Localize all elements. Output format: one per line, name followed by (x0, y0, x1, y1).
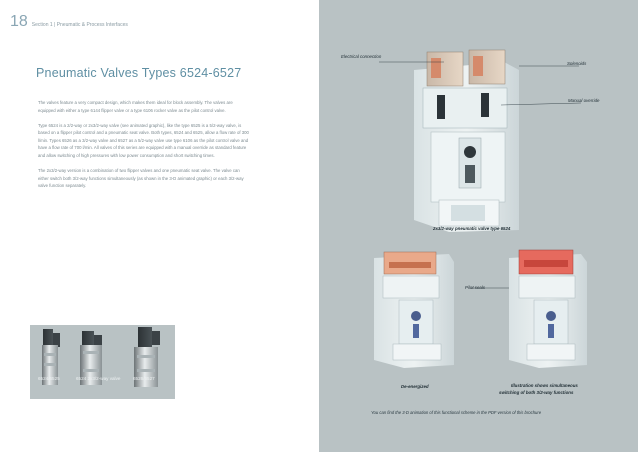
valve-photos (30, 325, 175, 399)
de-energized-valve-illustration (374, 252, 454, 368)
body-text (38, 99, 250, 197)
paragraph: Type 6524 is a 2/2-way or 2x3/2-way valve (see animated graphic), like the type 6525 is a 5/2-way valve, is based on a flipper pilot control and a pneumatic seat valve. Both types, 6524 and 6525, allow a flow rate of 300 l/min. Types 6526 as a 3/2-way valve and 6527 as a 5/2-way valve use type 6106 as the pilot control valve and have a flow rate of 700 l/min. All valves of this series are equipped with a manual override as standard feature and allow switching of high pressures with low power consumption and short switching times. (38, 122, 249, 159)
running-title: Section 1 | Pneumatic & Process Interfaces (31, 22, 128, 28)
paragraph: The valves feature a very compact design, which makes them ideal for block assembly. The valves are equipped with either a type 6144 flipper valve or a type 6106 rocker valve as the pilot control valve. (38, 100, 233, 113)
label-pilot-seals: Pilot seals (465, 285, 486, 290)
page-title: Pneumatic Valves Types 6524-6527 (36, 66, 242, 80)
page-header (10, 13, 128, 31)
main-diagram-caption: 2x3/2-way pneumatic valve type 6524 (433, 226, 511, 231)
label-electrical-connection: Electrical connection (341, 54, 382, 59)
label-illustration-line2: switching of both 3/2-way functions (499, 390, 574, 395)
paragraph: The 2x3/2-way version is a combination of two flipper valves and one pneumatic seat valve. The valve can either switch both 3/2-way functions simultaneously (as shown in the 3-D animated graphic) or each 3/2-way valve function separately. (38, 168, 244, 189)
label-solenoids: Solenoids (567, 61, 587, 66)
gallery-caption: 6526/6527 (133, 376, 155, 381)
main-valve-illustration (414, 50, 519, 232)
label-de-energized: De-energized (401, 384, 429, 389)
page-number: 18 (10, 13, 28, 30)
product-photo-strip (30, 325, 175, 399)
gallery-caption: 6524 2x3/2-way valve (76, 376, 121, 381)
right-page (319, 0, 638, 452)
footnote: You can find the 3-D animation of this functional scheme in the PDF version of this brochure (371, 410, 542, 415)
label-illustration-line1: Illustration shows simultaneous (511, 383, 578, 388)
switching-valve-illustration (509, 250, 587, 368)
label-manual-override: Manual override (568, 98, 600, 103)
gallery-caption: 6524/6525 (38, 376, 60, 381)
